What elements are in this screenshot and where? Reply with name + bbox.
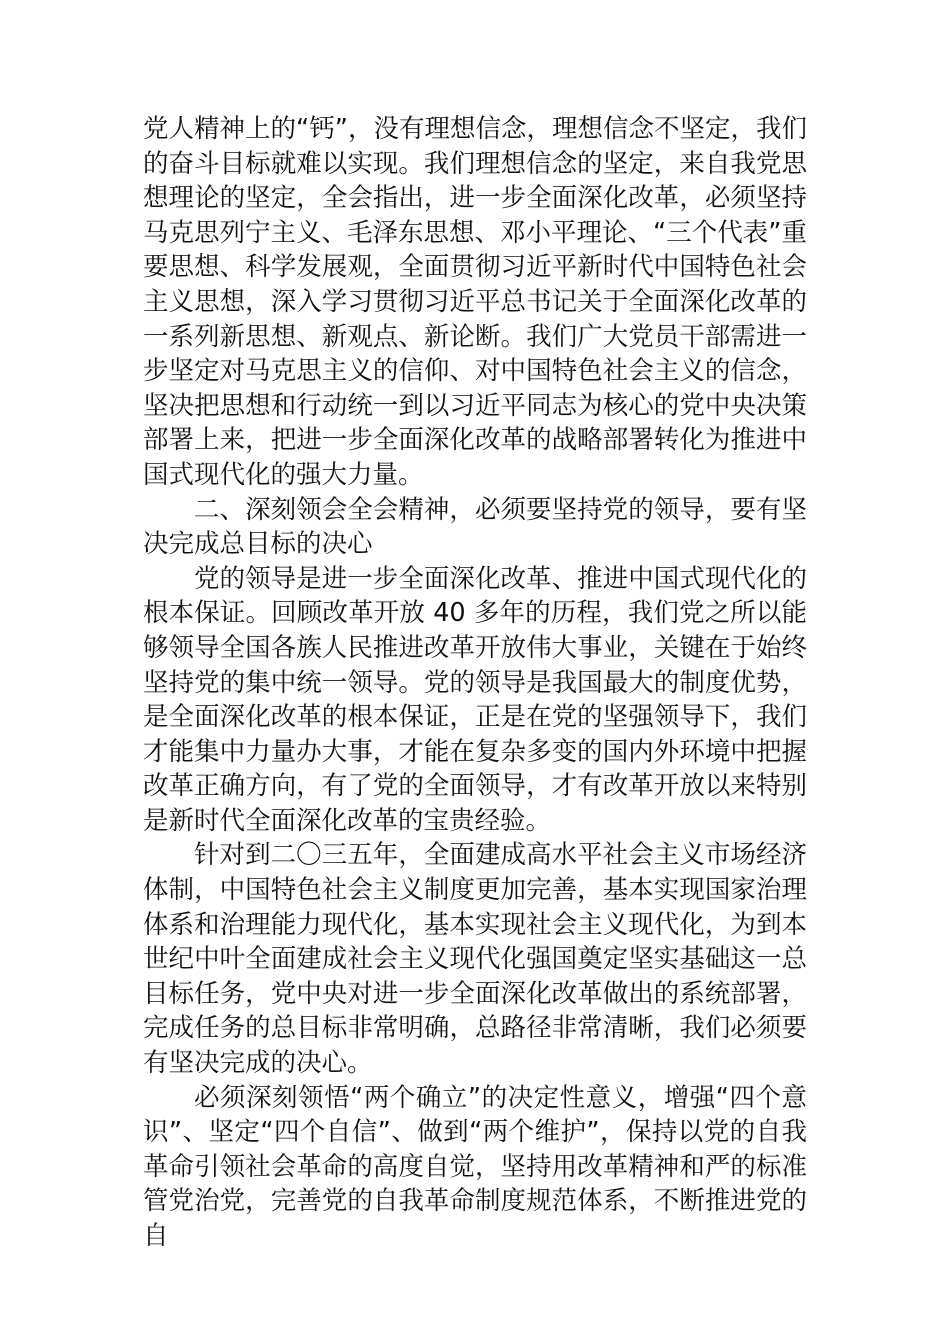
section-heading-2: 二、深刻领会全会精神，必须要坚持党的领导，要有坚决完成总目标的决心 <box>143 494 807 560</box>
body-text <box>143 112 807 1254</box>
paragraph-party-leadership: 党的领导是进一步全面深化改革、推进中国式现代化的根本保证。回顾改革开放 40 多年的历程，我们党之所以能够领导全国各族人民推进改革开放伟大事业，关键在于始终坚持党的集中统一领导。党的领导是我国最大的制度优势，是全面深化改革的根本保证，正是在党的坚强领导下，我们才能集中力量办大事，才能在复杂多变的国内外环境中把握改革正确方向，有了党的全面领导，才有改革开放以来特别是新时代全面深化改革的宝贵经验。 <box>143 563 807 836</box>
paragraph-1: 党人精神上的“钙”，没有理想信念，理想信念不坚定，我们的奋斗目标就难以实现。我们理想信念的坚定，来自我党思想理论的坚定，全会指出，进一步全面深化改革，必须坚持马克思列宁主义、毛泽东思想、邓小平理论、“三个代表”重要思想、科学发展观，全面贯彻习近平新时代中国特色社会主义思想，深入学习贯彻习近平总书记关于全面深化改革的一系列新思想、新观点、新论断。我们广大党员干部需进一步坚定对马克思主义的信仰、对中国特色社会主义的信念，坚决把思想和行动统一到以习近平同志为核心的党中央决策部署上来，把进一步全面深化改革的战略部署转化为推进中国式现代化的强大力量。 <box>143 114 807 490</box>
paragraph-2035-goal: 针对到二〇三五年，全面建成高水平社会主义市场经济体制，中国特色社会主义制度更加完善，基本实现国家治理体系和治理能力现代化，基本实现社会主义现代化，为到本世纪中叶全面建成社会主义现代化强国奠定坚实基础这一总目标任务，党中央对进一步全面深化改革做出的系统部署，完成任务的总目标非常明确，总路径非常清晰，我们必须要有坚决完成的决心。 <box>143 840 807 1079</box>
paragraph-two-establishments: 必须深刻领悟“两个确立”的决定性意义，增强“四个意识”、坚定“四个自信”、做到“两个维护”，保持以党的自我革命引领社会革命的高度自觉，坚持用改革精神和严的标准管党治党，完善党的自我革命制度规范体系，不断推进党的自 <box>143 1082 807 1251</box>
